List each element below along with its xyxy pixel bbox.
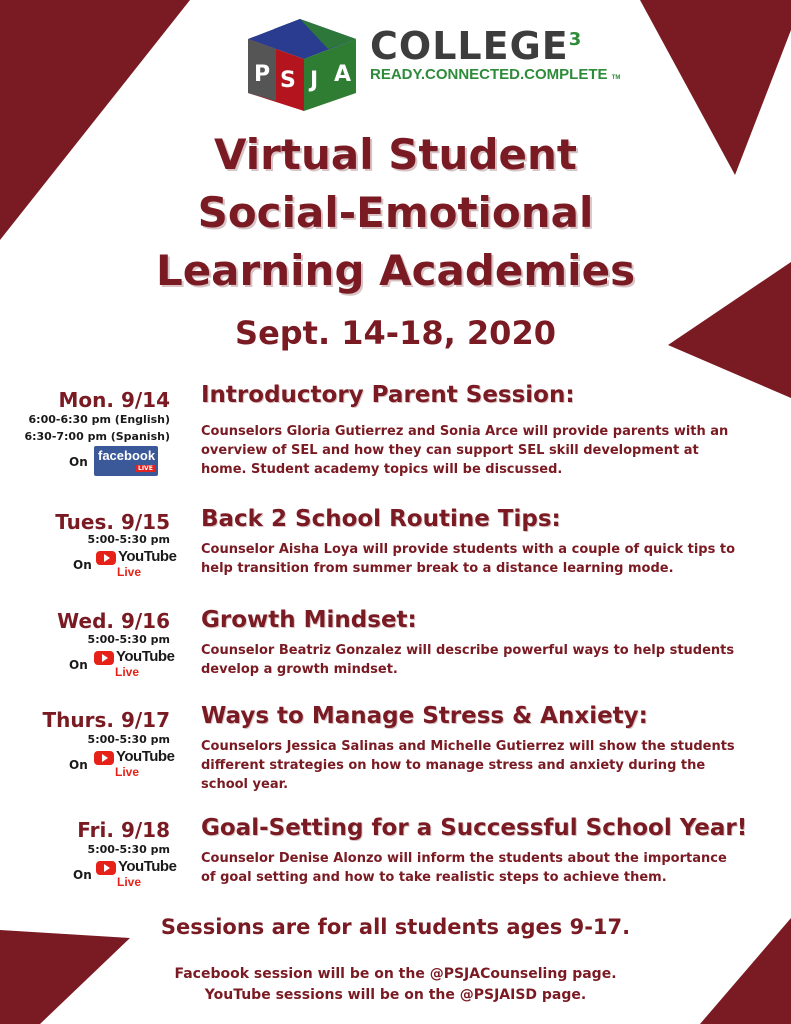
youtube-live-icon[interactable]	[96, 548, 177, 582]
session-5-description: Counselor Denise Alonzo will inform the students about the importance of goal setting and how to take realistic steps to achieve them.	[201, 851, 727, 885]
session-2-time: 5:00-5:30 pm	[87, 533, 170, 546]
session-1-description: Counselors Gloria Gutierrez and Sonia Arce will provide parents with an overview of SEL and how they can support SEL skill development at home. Student academy topics will be discussed.	[201, 424, 729, 477]
session-5-time: 5:00-5:30 pm	[87, 843, 170, 856]
youtube-live-icon[interactable]	[94, 748, 175, 782]
session-3-on-label: On	[69, 658, 88, 672]
session-2-on-label: On	[73, 558, 92, 572]
logo-letter-s: S	[280, 68, 296, 93]
youtube-live-label: Live	[117, 565, 142, 579]
title-line-2: Social-Emotional	[197, 188, 594, 237]
psja-logo-cube	[240, 15, 364, 115]
session-5-heading: Goal-Setting for a Successful School Year!	[201, 815, 748, 841]
logo-wordmark	[370, 26, 620, 83]
logo-letter-a: A	[334, 62, 352, 87]
session-4-on-label: On	[69, 758, 88, 772]
logo-letter-p: P	[254, 62, 271, 87]
logo-tagline: READY.CONNECTED.COMPLETE TM	[370, 66, 621, 83]
youtube-live-label: Live	[115, 665, 140, 679]
session-4-time: 5:00-5:30 pm	[87, 733, 170, 746]
youtube-play-icon	[94, 751, 114, 765]
title-line-3: Learning Academies	[155, 246, 636, 295]
session-2-day: Tues. 9/15	[55, 510, 170, 534]
youtube-page-note: YouTube sessions will be on the @PSJAISD page.	[204, 987, 587, 1003]
facebook-live-icon[interactable]	[94, 446, 158, 476]
session-5-day: Fri. 9/18	[77, 818, 170, 842]
facebook-wordmark: facebook	[98, 448, 156, 463]
session-2-heading: Back 2 School Routine Tips:	[201, 506, 561, 532]
logo-letter-j: J	[310, 68, 319, 93]
session-4-heading: Ways to Manage Stress & Anxiety:	[201, 703, 648, 729]
logo-brand: COLLEGE$^3$	[370, 24, 583, 68]
youtube-live-icon[interactable]	[96, 858, 177, 892]
session-3-day: Wed. 9/16	[57, 609, 170, 633]
title-line-1: Virtual Student	[214, 130, 577, 179]
youtube-live-label: Live	[117, 875, 142, 889]
session-1-heading: Introductory Parent Session:	[201, 382, 575, 408]
youtube-live-label: Live	[115, 765, 140, 779]
youtube-wordmark: YouTube	[118, 548, 177, 565]
youtube-play-icon	[96, 861, 116, 875]
youtube-wordmark: YouTube	[116, 648, 175, 665]
youtube-wordmark: YouTube	[118, 858, 177, 875]
session-3-heading: Growth Mindset:	[201, 607, 417, 633]
youtube-live-icon[interactable]	[94, 648, 175, 682]
session-5-on-label: On	[73, 868, 92, 882]
session-1-time-english: 6:00-6:30 pm (English)	[28, 413, 170, 426]
ages-note: Sessions are for all students ages 9-17.	[160, 915, 631, 939]
youtube-wordmark: YouTube	[116, 748, 175, 765]
session-3-time: 5:00-5:30 pm	[87, 633, 170, 646]
logo-superscript: 3	[568, 29, 583, 50]
logo-tm: TM	[611, 75, 621, 81]
session-1-on-label: On	[69, 455, 88, 469]
facebook-page-note: Facebook session will be on the @PSJACounseling page.	[174, 966, 617, 982]
session-4-day: Thurs. 9/17	[42, 708, 170, 732]
platform-notes	[0, 964, 791, 1006]
youtube-play-icon	[94, 651, 114, 665]
facebook-live-badge: LIVE	[138, 465, 153, 472]
session-2-description: Counselor Aisha Loya will provide students with a couple of quick tips to help transition from summer break to a distance learning mode.	[201, 542, 735, 576]
session-1-day: Mon. 9/14	[58, 388, 170, 412]
youtube-play-icon	[96, 551, 116, 565]
event-dates: Sept. 14-18, 2020	[235, 314, 556, 352]
session-3-description: Counselor Beatriz Gonzalez will describe powerful ways to help students develop a growth mindset.	[201, 643, 735, 677]
page-title	[0, 126, 791, 300]
session-4-description: Counselors Jessica Salinas and Michelle Gutierrez will show the students different strategies on how to manage stress and anxiety during the school year.	[201, 739, 735, 792]
session-1-time-spanish: 6:30-7:00 pm (Spanish)	[24, 430, 170, 443]
